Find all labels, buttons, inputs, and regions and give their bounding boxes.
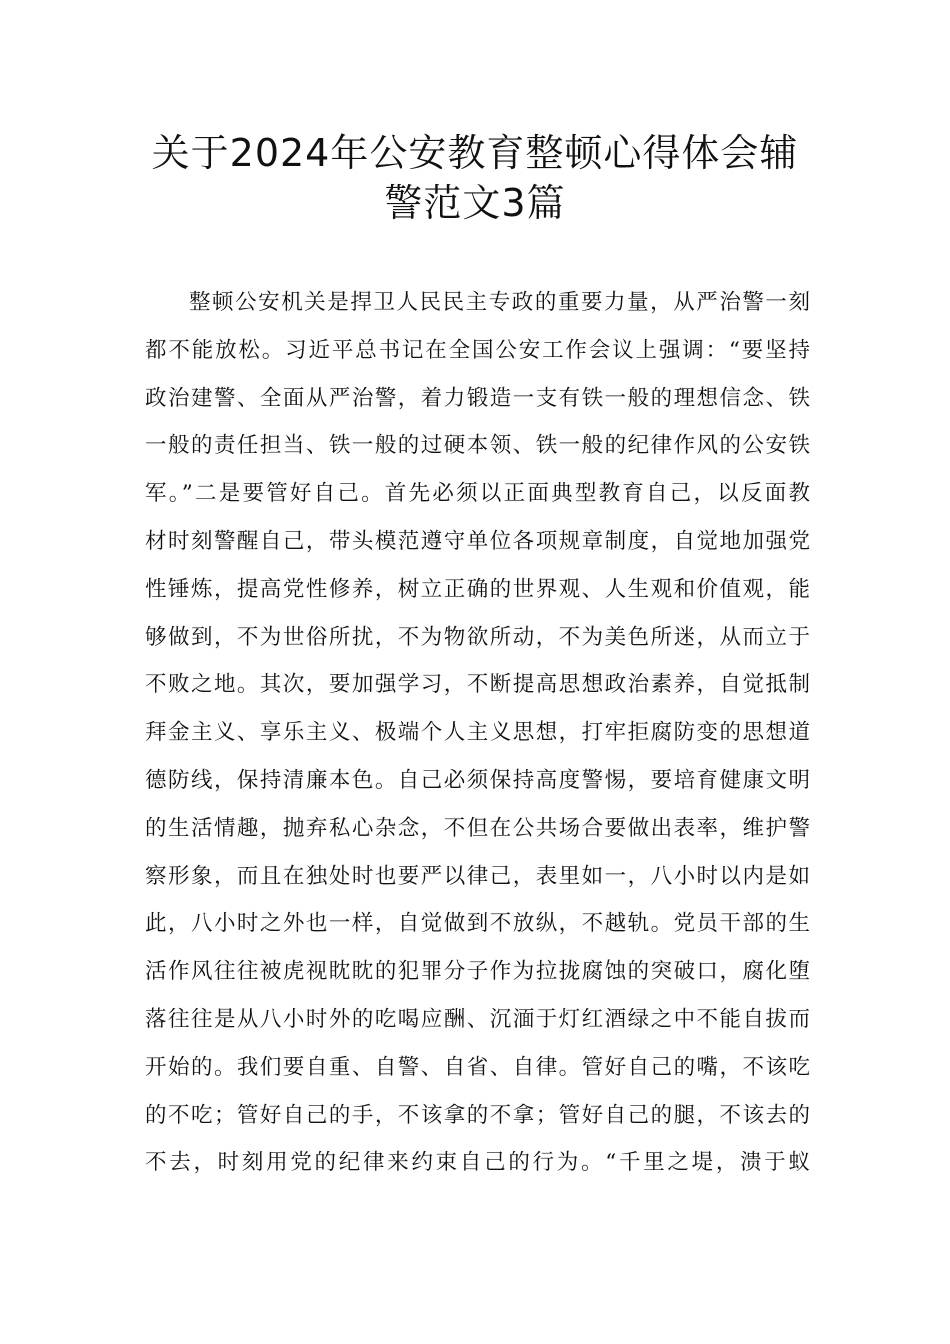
paragraph-line: 活作风往往被虎视眈眈的犯罪分子作为拉拢腐蚀的突破口，腐化堕: [145, 959, 810, 985]
body-paragraph: [145, 279, 810, 1187]
paragraph-line: 的不吃；管好自己的手，不该拿的不拿；管好自己的腿，不该去的: [145, 1102, 810, 1128]
document-title: [120, 128, 830, 228]
title-line: 关于2024年公安教育整顿心得体会辅: [151, 131, 799, 175]
paragraph-line: 拜金主义、享乐主义、极端个人主义思想，打牢拒腐防变的思想道: [145, 720, 810, 746]
paragraph-line: 政治建警、全面从严治警，着力锻造一支有铁一般的理想信念、铁: [145, 385, 810, 411]
paragraph-line: 不败之地。其次，要加强学习，不断提高思想政治素养，自觉抵制: [145, 672, 810, 698]
paragraph-line: 材时刻警醒自己，带头模范遵守单位各项规章制度，自觉地加强党: [145, 528, 810, 554]
paragraph-line: 一般的责任担当、铁一般的过硬本领、铁一般的纪律作风的公安铁: [145, 433, 810, 459]
title-line: 警范文3篇: [384, 181, 566, 225]
paragraph-line: 的生活情趣，抛弃私心杂念，不但在公共场合要做出表率，维护警: [145, 815, 810, 841]
paragraph-line: 不去，时刻用党的纪律来约束自己的行为。“千里之堤，溃于蚁: [145, 1150, 810, 1176]
paragraph-line: 性锤炼，提高党性修养，树立正确的世界观、人生观和价值观，能: [145, 576, 810, 602]
paragraph-line: 整顿公安机关是捍卫人民民主专政的重要力量，从严治警一刻: [189, 290, 810, 315]
paragraph-line: 落往往是从八小时外的吃喝应酬、沉湎于灯红酒绿之中不能自拔而: [145, 1006, 810, 1032]
paragraph-line: 察形象，而且在独处时也要严以律己，表里如一，八小时以内是如: [145, 863, 810, 889]
paragraph-line: 都不能放松。习近平总书记在全国公安工作会议上强调：“要坚持: [145, 337, 810, 363]
paragraph-line: 德防线，保持清廉本色。自己必须保持高度警惕，要培育健康文明: [145, 767, 810, 793]
paragraph-line: 此，八小时之外也一样，自觉做到不放纵，不越轨。党员干部的生: [145, 911, 810, 937]
paragraph-line: 开始的。我们要自重、自警、自省、自律。管好自己的嘴，不该吃: [145, 1054, 810, 1080]
paragraph-line: 够做到，不为世俗所扰，不为物欲所动，不为美色所迷，从而立于: [145, 624, 810, 650]
paragraph-line: 军。”二是要管好自己。首先必须以正面典型教育自己，以反面教: [145, 481, 810, 507]
